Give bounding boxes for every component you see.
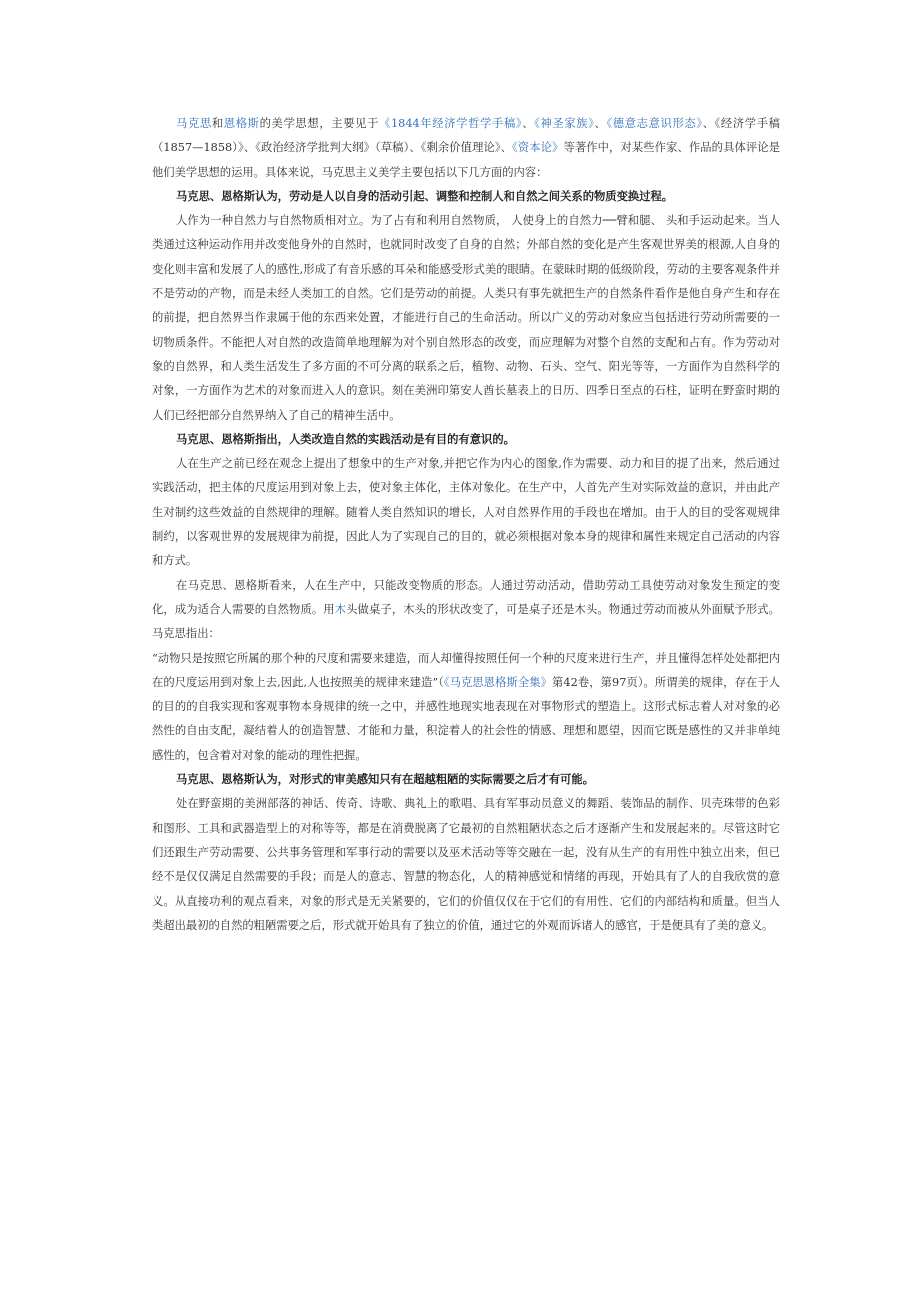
section-heading-aesthetic: 马克思、恩格斯认为，对形式的审美感知只有在超越粗陋的实际需要之后才有可能。 xyxy=(176,773,594,787)
link-manuscripts-1844[interactable]: 《1844年经济学哲学手稿》 xyxy=(379,117,523,130)
document-body xyxy=(152,112,780,938)
intro-text-3: 、 xyxy=(522,117,535,130)
intro-text-1: 和 xyxy=(211,117,224,130)
paragraph-practice: 人在生产之前已经在观念上提出了想象中的生产对象,并把它作为内心的图象,作为需要、动力和目的提了出来，然后通过实践活动，把主体的尺度运用到对象上去，使对象主体化，主体对象化。在生产中，人首先产生对实际效益的意识，并由此产生对制约这些效益的自然规律的理解。随着人类自然知识的增长，人对自然界作用的手段也在增加。由于人的目的受客观规律制约，以客观世界的发展规律为前提，因此人为了实现自己的目的，就必须根据对象本身的规律和属性来规定自己活动的内容和方式。 xyxy=(152,457,780,568)
intro-text-6: 等著作中，对某些作家、作品的具体评论是他们美学思想的运用。具体来说，马克思主义美学主要包括以下几方面的内容： xyxy=(152,141,780,179)
paragraph-form xyxy=(152,574,780,647)
paragraph-labor: 人作为一种自然力与自然物质相对立。为了占有和利用自然物质， 人使身上的自然力──臂和腿、 头和手运动起来。当人类通过这种运动作用并改变他身外的自然时，也就同时改变了自身的自然；外部自然的变化是产生客观世界美的根源,人自身的变化则丰富和发展了人的感性,形成了有音乐感的耳朵和能感受形式美的眼睛。在蒙昧时期的低级阶段，劳动的主要客观条件并不是劳动的产物，而是未经人类加工的自然。它们是劳动的前提。人类只有事先就把生产的自然条件看作是他自身产生和存在的前提，把自然界当作隶属于他的东西来处置，才能进行自己的生命活动。所以广义的劳动对象应当包括进行劳动所需要的一切物质条件。不能把人对自然的改造简单地理解为对个别自然形态的改变，而应理解为对整个自然的支配和占有。作为劳动对象的自然界，和人类生活发生了多方面的不可分离的联系之后，植物、动物、石头、空气、阳光等等，一方面作为自然科学的对象，一方面作为艺术的对象而进入人的意识。刻在美洲印第安人酋长墓表上的日历、四季日至点的石柱，证明在野蛮时期的人们已经把部分自然界纳入了自己的精神生活中。 xyxy=(152,214,780,422)
intro-paragraph xyxy=(152,112,780,185)
intro-text-4: 、 xyxy=(594,117,607,130)
link-engels[interactable]: 恩格斯 xyxy=(223,117,260,130)
link-marx[interactable]: 马克思 xyxy=(176,117,212,130)
link-capital[interactable]: 《资本论》 xyxy=(512,141,564,155)
link-german-ideology[interactable]: 《德意志意识形态》 xyxy=(606,117,703,130)
link-collected-works[interactable]: 《马克思恩格斯全集》 xyxy=(443,675,553,689)
paragraph-aesthetic: 处在野蛮期的美洲部落的神话、传奇、诗歌、典礼上的歌唱、具有军事动员意义的舞蹈、装饰品的制作、贝壳珠带的色彩和图形、工具和武器造型上的对称等等，都是在消费脱离了它最初的自然粗陋状态之后才逐渐产生和发展起来的。尽管这时它们还跟生产劳动需要、公共事务管理和军事行动的需要以及巫术活动等等交融在一起，没有从生产的有用性中独立出来，但已经不是仅仅满足自然需要的手段；而是人的意志、智慧的物态化，人的精神感觉和情绪的再现，开始具有了人的自我欣赏的意义。从直接功利的观点看来，对象的形式是无关紧要的，它们的价值仅仅在于它们的有用性、它们的内部结构和质量。但当人类超出最初的自然的粗陋需要之后，形式就开始具有了独立的价值，通过它的外观而诉诸人的感官，于是便具有了美的意义。 xyxy=(152,797,780,932)
link-wood[interactable]: 木 xyxy=(334,602,347,616)
quote-text-2: 第42卷，第97页）。所谓美的规律，存在于人的目的的自我实现和客观事物本身规律的统一之中，并感性地现实地表现在对事物形式的塑造上。这形式标志着人对对象的必然性的自由支配，凝结着人的创造智慧、才能和力量，积淀着人的社会性的情感、理想和愿望，因而它既是感性的又并非单纯感性的，包含着对对象的能动的理性把握。 xyxy=(152,675,780,762)
quote-text-1: “动物只是按照它所属的那个种的尺度和需要来建造，而人却懂得按照任何一个种的尺度来进行生产，并且懂得怎样处处都把内在的尺度运用到对象上去,因此,人也按照美的规律来建造”（ xyxy=(152,651,780,689)
intro-text-5: 、《经济学手稿（1857—1858）》、《政治经济学批判大纲》（草稿）、《剩余价值理论》、 xyxy=(152,117,780,155)
form-text-1: 在马克思、恩格斯看来，人在生产中，只能改变物质的形态。人通过劳动活动，借助劳动工具使劳动对象发生预定的变化，成为适合人需要的自然物质。用 xyxy=(152,578,780,616)
form-text-2: 头做桌子，木头的形状改变了，可是桌子还是木头。物通过劳动而被从外面赋予形式。马克思指出： xyxy=(152,602,780,641)
section-heading-labor: 马克思、恩格斯认为，劳动是人以自身的活动引起、调整和控制人和自然之间关系的物质变换过程。 xyxy=(176,189,674,203)
section-heading-practice: 马克思、恩格斯指出，人类改造自然的实践活动是有目的有意识的。 xyxy=(176,432,515,446)
intro-text-2: 的美学思想，主要见于 xyxy=(259,117,380,130)
paragraph-quote xyxy=(152,647,780,768)
link-holy-family[interactable]: 《神圣家族》 xyxy=(534,117,595,130)
